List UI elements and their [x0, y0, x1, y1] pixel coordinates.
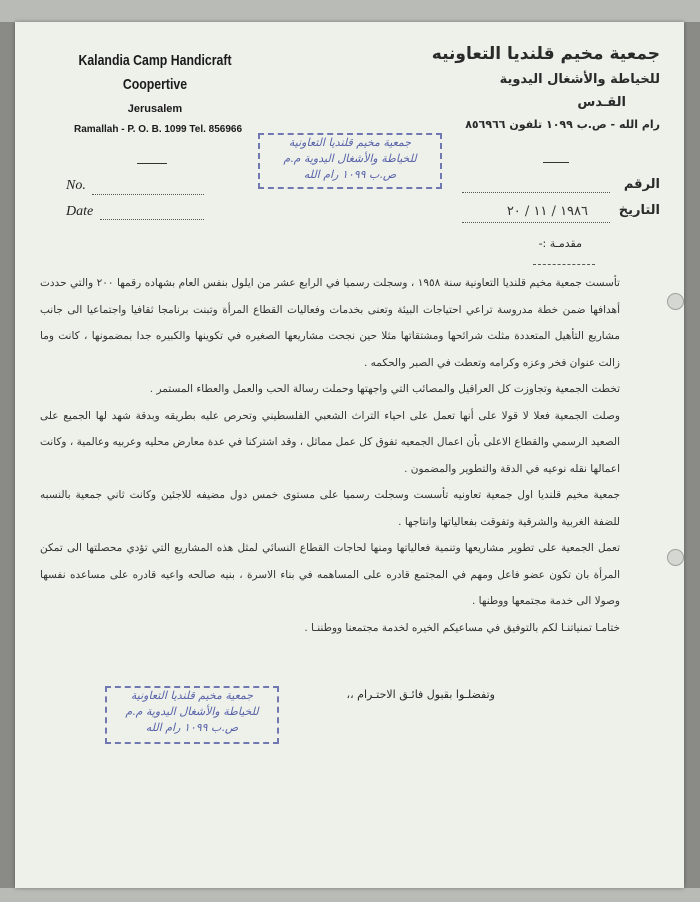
- org-name-ar-line2: للخياطة والأشغال اليدوية: [499, 72, 660, 87]
- paragraph-6: ختامـا تمنياتنـا لكم بالتوفيق في مساعيكم الخيره لخدمة مجتمعنا ووطننـا .: [304, 621, 620, 634]
- no-label: No.: [66, 178, 86, 193]
- punch-hole-bottom: [667, 549, 684, 566]
- cooperative-stamp-bottom: [105, 686, 279, 744]
- org-address-en: Ramallah - P. O. B. 1099 Tel. 856966: [73, 124, 243, 135]
- stamp-top-line3: ص.ب ١٠٩٩ رام الله: [303, 168, 397, 181]
- ar-date-value: ١٩٨٦ / ١١ / ٢٠: [506, 204, 588, 219]
- paragraph-3: وصلت الجمعية فعلا لا قولا على أنها تعمل على احياء التراث الشعبي الفلسطيني وتحرص عليه بطريقه وبدقة شهد لها الجميع على الصعيد الرسمي والقطاع الاعلى بأن اعمال الجمعيه تفوق كل عمل مماثل ، وقد اشتركنا في عدة معارض محليه وعربيه وعالمية ، وكانت اعمالها نقله نوعيه في الدقة والتطوير والمضمون .: [40, 409, 620, 475]
- letter-body: [40, 270, 620, 641]
- org-name-en-line1: Kalandia Camp Handicraft: [78, 52, 232, 69]
- org-address-ar: رام الله - ص.ب ١٠٩٩ تلفون ٨٥٦٩٦٦: [465, 118, 660, 131]
- org-name-en-line2: Coopertive: [122, 76, 188, 93]
- no-line: [92, 194, 204, 195]
- stamp-top-line2: للخياطة والأشغال اليدوية م.م: [283, 152, 417, 165]
- org-city-en: Jerusalem: [127, 103, 183, 115]
- stamp-bottom-line3: ص.ب ١٠٩٩ رام الله: [145, 721, 239, 734]
- intro-underline: [533, 264, 595, 265]
- scan-background-bottom: [0, 888, 700, 902]
- date-label: Date: [66, 204, 94, 219]
- paragraph-2: تخطت الجمعية وتجاوزت كل العراقيل والمصائب التي واجهتها وحملت رسالة الحب والعمل والعطاء المستمر .: [149, 383, 620, 395]
- stamp-top-line1: جمعية مخيم قلنديا التعاونية: [288, 136, 412, 149]
- paragraph-1: تأسست جمعية مخيم قلنديا التعاونية سنة ١٩٥٨ ، وسجلت رسميا في الرابع عشر من ايلول بنفس العام بشهاده رقمها ٢٠٠ والتي حددت أهدافها ضمن خطة مدروسة تراعي احتياجات البيئة وتعنى بخدمات وفعاليات القطاع المرأة وتبنت برنامجا ثقافيا واجتماعيا الى جانب مشاريع التأهيل المتعددة مثلت شرائحها ومشتقاتها مثلا حين نجحت مشاريعها الصغيره في تكوينها والكبيره جدا بمضمونها ، كانت وما زالت عنوان فخر وعزه وكرامه وتعطت في الصبر والحكمه .: [40, 277, 620, 369]
- paragraph-5: تعمل الجمعية على تطوير مشاريعها وتنمية فعالياتها ومنها لحاجات القطاع النسائي لمثل هذه المشاريع التي تؤدي محصلتها الى تمكن المرأة بان تكون عضو فاعل ومهم في المجتمع قادره على المساهمه في بناء الاسرة ، بنيه صالحه واعيه قادره على مساعده نفسها وصولا الى خدمة مجتمعها ووطنها .: [40, 542, 620, 607]
- closing-line: وتفضلـوا بقبول فائـق الاحتـرام ،،: [346, 688, 495, 701]
- ar-date-label: التاريخ: [618, 203, 660, 218]
- date-line: [100, 219, 204, 220]
- cooperative-stamp-top: [258, 133, 442, 189]
- en-header-rule: [137, 163, 167, 164]
- ar-no-label: الرقم: [623, 177, 660, 192]
- org-name-ar-line1: جمعية مخيم قلنديا التعاونيه: [431, 44, 660, 64]
- ar-header-rule: [543, 162, 569, 163]
- intro-heading: مقدمـة :-: [538, 237, 582, 250]
- ar-date-line: [462, 222, 610, 223]
- scan-background-top: [0, 0, 700, 22]
- punch-hole-top: [667, 293, 684, 310]
- stamp-bottom-line1: جمعية مخيم قلنديا التعاونية: [130, 689, 254, 702]
- org-city-ar: القـدس: [577, 95, 626, 110]
- stamp-bottom-line2: للخياطة والأشغال اليدوية م.م: [125, 705, 259, 718]
- paragraph-4: جمعية مخيم قلنديا اول جمعية تعاونيه تأسست وسجلت رسميا على مستوى خمس دول مضيفه للاجئين وكانت ثاني جمعية بالنسبه للضفة الغربية والشرقية وتفوقت بفعالياتها وانتاجها .: [40, 489, 620, 528]
- ar-no-line: [462, 192, 610, 193]
